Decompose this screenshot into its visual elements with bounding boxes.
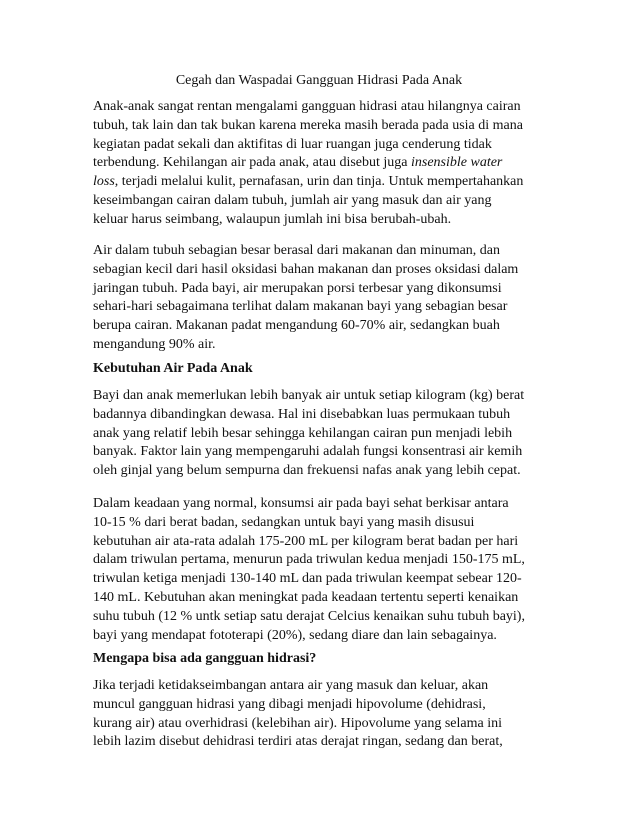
paragraph-5: [93, 677, 553, 752]
paragraph-line: anak yang relatif lebih besar sehingga kehilangan cairan pun menjadi lebih: [93, 425, 513, 441]
paragraph-line: sehari-hari sebagaimana terlihat dalam makanan bayi yang sebagian besar: [93, 299, 508, 315]
paragraph-line: banyak. Faktor lain yang mempengaruhi adalah fungsi konsentrasi air kemih: [93, 444, 523, 460]
paragraph-line: sebagian kecil dari hasil oksidasi bahan makanan dan proses oksidasi dalam: [93, 261, 519, 277]
paragraph-line: kebutuhan air ata-rata adalah 175-200 mL per kilogram berat badan per hari: [93, 533, 519, 549]
paragraph-text: , terjadi melalui kulit, pernafasan, urin dan tinja. Untuk mempertahankan: [114, 174, 524, 190]
paragraph-line: keluar harus seimbang, walaupun jumlah ini bisa berubah-ubah.: [93, 211, 452, 227]
paragraph-line: Dalam keadaan yang normal, konsumsi air pada bayi sehat berkisar antara: [93, 496, 509, 511]
paragraph-line: Anak-anak sangat rentan mengalami gangguan hidrasi atau hilangnya cairan: [93, 99, 521, 114]
paragraph-line: badannya dibandingkan dewasa. Hal ini disebabkan luas permukaan tubuh: [93, 406, 511, 422]
paragraph-line: suhu tubuh (12 % untk setiap satu derajat Celcius kenaikan suhu tubuh bayi),: [93, 608, 525, 624]
paragraph-4: [93, 495, 553, 645]
paragraph-line: triwulan ketiga menjadi 130-140 mL dan pada triwulan keempat sebear 120-: [93, 571, 522, 587]
paragraph-line: kegiatan padat sekali dan aktifitas di luar ruangan juga cenderung tidak: [93, 136, 492, 152]
document-title: Cegah dan Waspadai Gangguan Hidrasi Pada Anak: [175, 73, 463, 88]
paragraph-line: berupa cairan. Makanan padat mengandung 60-70% air, sedangkan buah: [93, 318, 500, 334]
paragraph-1: [93, 98, 553, 230]
italic-term: loss: [93, 174, 115, 190]
italic-term: insensible water: [411, 155, 503, 171]
paragraph-line: jaringan tubuh. Pada bayi, air merupakan porsi terbesar yang dikonsumsi: [93, 280, 502, 296]
section-heading-kebutuhan: Kebutuhan Air Pada Anak: [93, 361, 253, 376]
paragraph-line: dalam triwulan pertama, menurun pada triwulan kedua menjadi 150-175 mL,: [93, 552, 525, 568]
paragraph-3: [93, 387, 553, 481]
paragraph-text: terbendung. Kehilangan air pada anak, atau disebut juga: [93, 155, 411, 171]
paragraph-line: Jika terjadi ketidakseimbangan antara air yang masuk dan keluar, akan: [93, 678, 489, 693]
paragraph-line: 10-15 % dari berat badan, sedangkan untuk bayi yang masih disusui: [93, 514, 475, 530]
paragraph-2: [93, 242, 553, 355]
paragraph-line: Bayi dan anak memerlukan lebih banyak air untuk setiap kilogram (kg) berat: [93, 388, 525, 403]
paragraph-line: [93, 154, 553, 173]
paragraph-line: mengandung 90% air.: [93, 336, 216, 352]
paragraph-line: Air dalam tubuh sebagian besar berasal dari makanan dan minuman, dan: [93, 243, 501, 258]
paragraph-line: bayi yang mendapat fototerapi (20%), sedang diare dan lain sebagainya.: [93, 627, 497, 643]
paragraph-line: muncul gangguan hidrasi yang dibagi menjadi hipovolume (dehidrasi,: [93, 696, 486, 712]
paragraph-line: oleh ginjal yang belum sempurna dan frekuensi nafas anak yang lebih cepat.: [93, 463, 521, 479]
paragraph-line: 140 mL. Kebutuhan akan meningkat pada keadaan tertentu seperti kenaikan: [93, 589, 519, 605]
paragraph-line: lebih lazim disebut dehidrasi terdiri atas derajat ringan, sedang dan berat,: [93, 734, 503, 750]
paragraph-line: keseimbangan cairan dalam tubuh, jumlah air yang masuk dan air yang: [93, 192, 492, 208]
paragraph-line: kurang air) atau overhidrasi (kelebihan air). Hipovolume yang selama ini: [93, 715, 502, 731]
paragraph-line: tubuh, tak lain dan tak bukan karena mereka masih berada pada usia di mana: [93, 117, 523, 133]
paragraph-line: [93, 173, 553, 192]
section-heading-gangguan: Mengapa bisa ada gangguan hidrasi?: [93, 651, 317, 666]
